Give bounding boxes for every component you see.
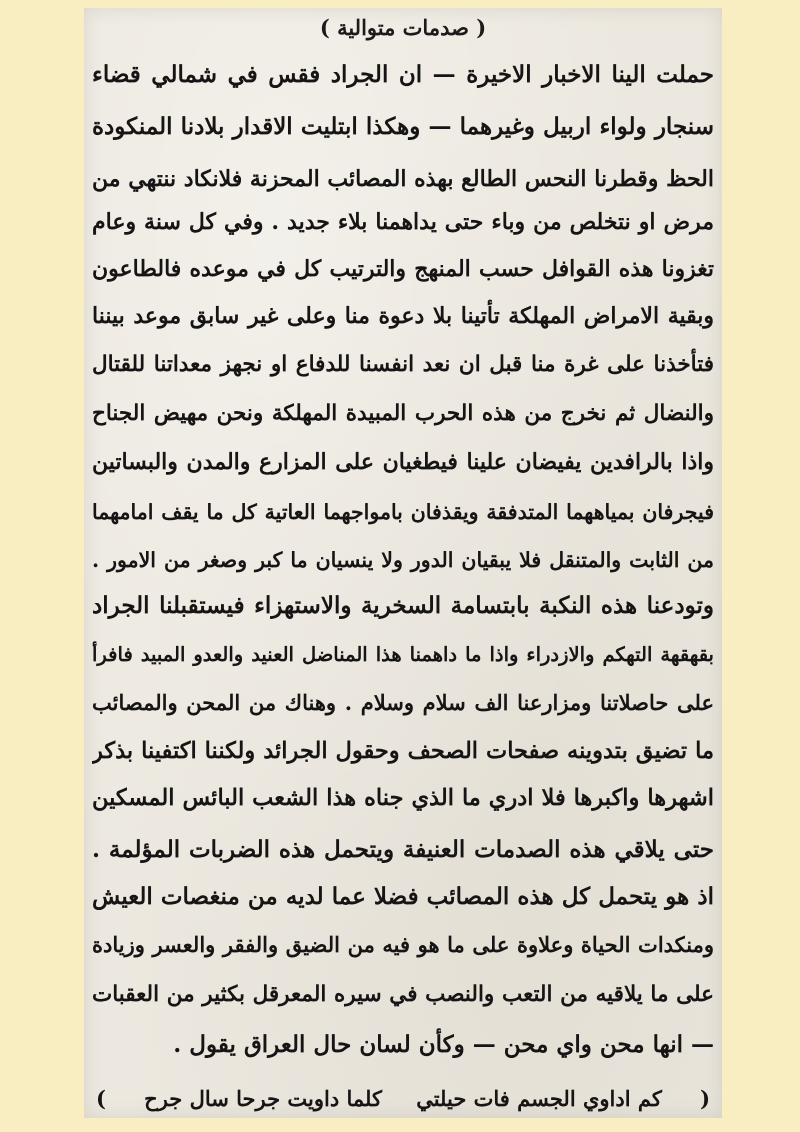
text-line-3: الحظ وقطرنا النحس الطالع بهذه المصائب المحزنة فلانكاد ننتهي من bbox=[92, 166, 714, 192]
verse-first-hemistich: كم اداوي الجسم فات حيلتي bbox=[416, 1086, 662, 1111]
text-line-2: سنجار ولواء اربيل وغيرهما — وهكذا ابتليت الاقدار بلادنا المنكودة bbox=[92, 113, 714, 140]
verse-second-hemistich: كلما داويت جرحا سال جرح bbox=[144, 1086, 383, 1111]
text-line-12: وتودعنا هذه النكبة بابتسامة السخرية والاستهزاء فيستقبلنا الجراد bbox=[92, 592, 714, 619]
text-line-15: ما تضيق بتدوينه صفحات الصحف وحقول الجرائد ولكننا اكتفينا بذكر bbox=[92, 738, 714, 764]
text-line-20: على ما يلاقيه من التعب والنصب في سيره المعرقل بكثير من العقبات bbox=[92, 982, 714, 1007]
text-line-7: فتأخذنا على غرة منا قبل ان نعد انفسنا للدفاع او نجهز معداتنا للقتال bbox=[92, 352, 714, 377]
article-title: ( صدمات متوالية ) bbox=[319, 15, 487, 40]
newspaper-page bbox=[84, 8, 722, 1118]
text-line-6: وبقية الامراض المهلكة تأتينا بلا دعوة منا وعلى غير سابق موعد بيننا bbox=[92, 303, 714, 329]
text-line-9: واذا بالرافدين يفيضان علينا فيطغيان على المزارع والمدن والبساتين bbox=[92, 449, 714, 475]
text-line-1: حملت الينا الاخبار الاخيرة — ان الجراد فقس في شمالي قضاء bbox=[92, 61, 714, 88]
text-line-21: — انها محن واي محن — وكأن لسان حال العراق يقول . bbox=[173, 1031, 714, 1058]
verse-open-paren: ( bbox=[700, 1086, 710, 1111]
text-line-5: تغزونا هذه القوافل حسب المنهج والترتيب كل في موعده فالطاعون bbox=[92, 256, 714, 282]
text-line-13: بقهقهة التهكم والازدراء واذا ما داهمنا هذا المناضل العنيد والعدو المبيد فافرأ bbox=[92, 643, 714, 666]
text-line-16: اشهرها واكبرها فلا ادري ما الذي جناه هذا الشعب البائس المسكين bbox=[92, 785, 714, 811]
text-line-17: حتى يلاقي هذه الصدمات العنيفة ويتحمل هذه الضربات المؤلمة . bbox=[92, 836, 714, 863]
text-line-19: ومنكدات الحياة وعلاوة على ما هو فيه من الضيق والفقر والعسر وزيادة bbox=[92, 932, 714, 957]
text-line-8: والنضال ثم نخرج من هذه الحرب المبيدة المهلكة ونحن مهيض الجناح bbox=[92, 401, 714, 426]
verse-close-paren: ) bbox=[96, 1086, 106, 1111]
text-line-11: من الثابت والمتنقل فلا يبقيان الدور ولا ينسيان ما كبر وصغر من الامور . bbox=[92, 548, 714, 572]
text-line-4: مرض او نتخلص من وباء حتى يداهمنا بلاء جديد . وفي كل سنة وعام bbox=[92, 209, 714, 235]
closing-verse bbox=[92, 1082, 714, 1116]
text-line-10: فيجرفان بمياههما المتدفقة ويقذفان بامواجهما العاتية كل ما يقف امامهما bbox=[92, 500, 714, 524]
text-line-14: على حاصلاتنا ومزارعنا الف سلام وسلام . وهناك من المحن والمصائب bbox=[92, 690, 714, 715]
text-line-18: اذ هو يتحمل كل هذه المصائب فضلا عما لديه من منغصات العيش bbox=[92, 883, 714, 910]
